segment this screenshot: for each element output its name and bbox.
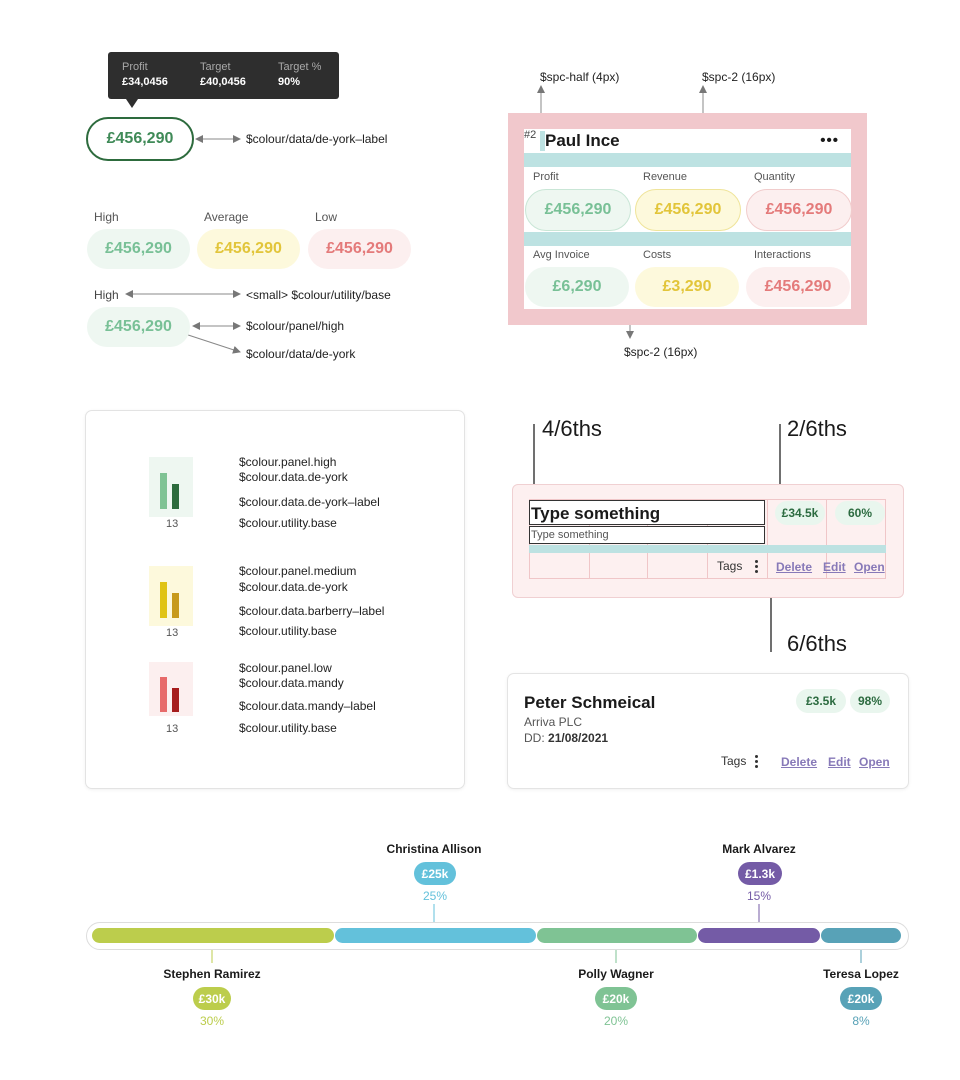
grid-card [512,484,904,598]
high-value-pill: £456,290 [87,229,190,269]
bar-mandy-label [172,688,179,712]
title-input[interactable]: Type something [529,500,765,525]
bar-de-york [160,473,167,509]
average-label: Average [204,210,249,224]
timeline-amount-pill: £30k [193,987,231,1010]
panel-medium-swatch [149,566,193,626]
timeline-amount-pill: £20k [595,987,637,1010]
metric-label: Avg Invoice [533,249,590,261]
small-high-label: High [94,288,119,302]
timeline-percent: 25% [422,889,448,903]
tags-label[interactable]: Tags [717,559,743,573]
legend-label: $colour.utility.base [239,624,337,638]
more-icon[interactable]: ••• [820,132,839,149]
tooltip-item-profit: Profit £34,0456 [122,61,168,88]
legend-label: $colour.data.de-york–label [239,495,380,509]
legend-label: $colour.panel.medium [239,564,357,578]
timeline-person-name: Teresa Lopez [823,967,899,981]
metric-value-pill: £456,290 [746,267,850,307]
panel-high-swatch [149,457,193,517]
person-name: Paul Ince [540,131,620,151]
fraction-six-sixths: 6/6ths [787,631,847,656]
metric-value-pill: £456,290 [635,189,741,231]
timeline-percent: 15% [746,889,772,903]
grid-line [529,578,886,579]
tooltip-item-target: Target £40,0456 [200,61,246,88]
edit-link[interactable]: Edit [823,560,846,574]
bar-de-york [160,582,167,618]
timeline-amount-pill: £25k [414,862,456,885]
open-link[interactable]: Open [854,560,885,574]
direct-debit-date [524,731,608,745]
person-card [524,129,851,309]
legend-label: $colour.data.barberry–label [239,604,385,618]
metric-value-pill: £3,290 [635,267,739,307]
value-badge: £34.5k [775,501,825,525]
annotation-utility-base: <small> $colour/utility/base [246,288,391,302]
timeline-percent: 8% [852,1014,870,1028]
spacing-bar [524,153,851,167]
bar-barberry-label [172,593,179,618]
selected-value-pill[interactable]: £456,290 [86,117,194,161]
low-value-pill: £456,290 [308,229,411,269]
metric-label: Revenue [643,171,688,183]
spacing-bar [524,232,851,246]
annotation-data-de-york: $colour/data/de-york [246,347,356,361]
timeline-amount-pill: £1.3k [738,862,782,885]
metric-value-pill: £6,290 [525,267,629,307]
timeline-person-name: Stephen Ramirez [163,967,261,981]
metric-value-pill: £456,290 [525,189,631,231]
timeline-segment[interactable] [92,928,334,943]
high-label: High [94,210,119,224]
dd-label: DD: [524,731,545,745]
legend-label: $colour.data.mandy–label [239,699,376,713]
timeline-person-name: Christina Allison [386,842,482,856]
legend-label: $colour.data.de-york [239,470,348,484]
small-high-value-pill: £456,290 [87,307,190,347]
open-link[interactable]: Open [859,755,890,769]
legend-label: $colour.data.mandy [239,676,344,690]
company-name: Arriva PLC [524,715,583,729]
timeline-segment[interactable] [335,928,536,943]
tags-label[interactable]: Tags [721,754,747,768]
grid-line [885,499,886,579]
metric-label: Costs [643,249,672,261]
contact-name: Peter Schmeical [524,693,656,712]
timeline-percent: 20% [603,1014,629,1028]
fraction-two-sixths: 2/6ths [787,416,847,441]
tooltip [108,52,339,99]
timeline-segment[interactable] [537,928,697,943]
grid-line [767,499,768,579]
low-label: Low [315,210,338,224]
edit-link[interactable]: Edit [828,755,851,769]
percent-badge: 60% [835,501,885,525]
legend-label: $colour.panel.high [239,455,337,469]
metric-label: Quantity [754,171,795,183]
spacing-bar [529,545,886,553]
kebab-icon[interactable] [755,755,758,770]
metric-label: Profit [533,171,559,183]
kebab-icon[interactable] [755,560,758,575]
timeline-segment[interactable] [821,928,901,943]
metric-label: Interactions [754,249,811,261]
annotation-spacing-half: $spc-half (4px) [540,70,620,84]
legend-label: $colour.utility.base [239,721,337,735]
axis-tick: 13 [166,518,179,530]
timeline-segment[interactable] [698,928,820,943]
annotation-spacing-2-top: $spc-2 (16px) [702,70,776,84]
annotation-de-york-label: $colour/data/de-york–label [246,132,388,146]
bar-de-york-label [172,484,179,509]
subtitle-input[interactable]: Type something [529,526,765,544]
legend-label: $colour.utility.base [239,516,337,530]
timeline-person-name: Polly Wagner [578,967,654,981]
dd-value: 21/08/2021 [548,731,609,745]
bar-mandy [160,677,167,712]
legend-label: $colour.data.de-york [239,580,348,594]
value-badge: £3.5k [796,689,846,713]
percent-badge: 98% [850,689,890,713]
delete-link[interactable]: Delete [776,560,813,574]
timeline-person-name: Mark Alvarez [722,842,796,856]
metric-value-pill: £456,290 [746,189,852,231]
annotation-spacing-2-bottom: $spc-2 (16px) [624,345,698,359]
fraction-four-sixths: 4/6ths [542,416,602,441]
delete-link[interactable]: Delete [781,755,818,769]
tooltip-item-target-percent: Target % 90% [278,61,322,88]
panel-low-swatch [149,662,193,716]
legend-label: $colour.panel.low [239,661,332,675]
axis-tick: 13 [166,627,179,639]
person-index: #2 [524,129,537,141]
timeline-amount-pill: £20k [840,987,882,1010]
axis-tick: 13 [166,723,179,735]
average-value-pill: £456,290 [197,229,300,269]
contact-card [507,673,909,789]
annotation-panel-high: $colour/panel/high [246,319,345,333]
timeline-percent: 30% [199,1014,225,1028]
